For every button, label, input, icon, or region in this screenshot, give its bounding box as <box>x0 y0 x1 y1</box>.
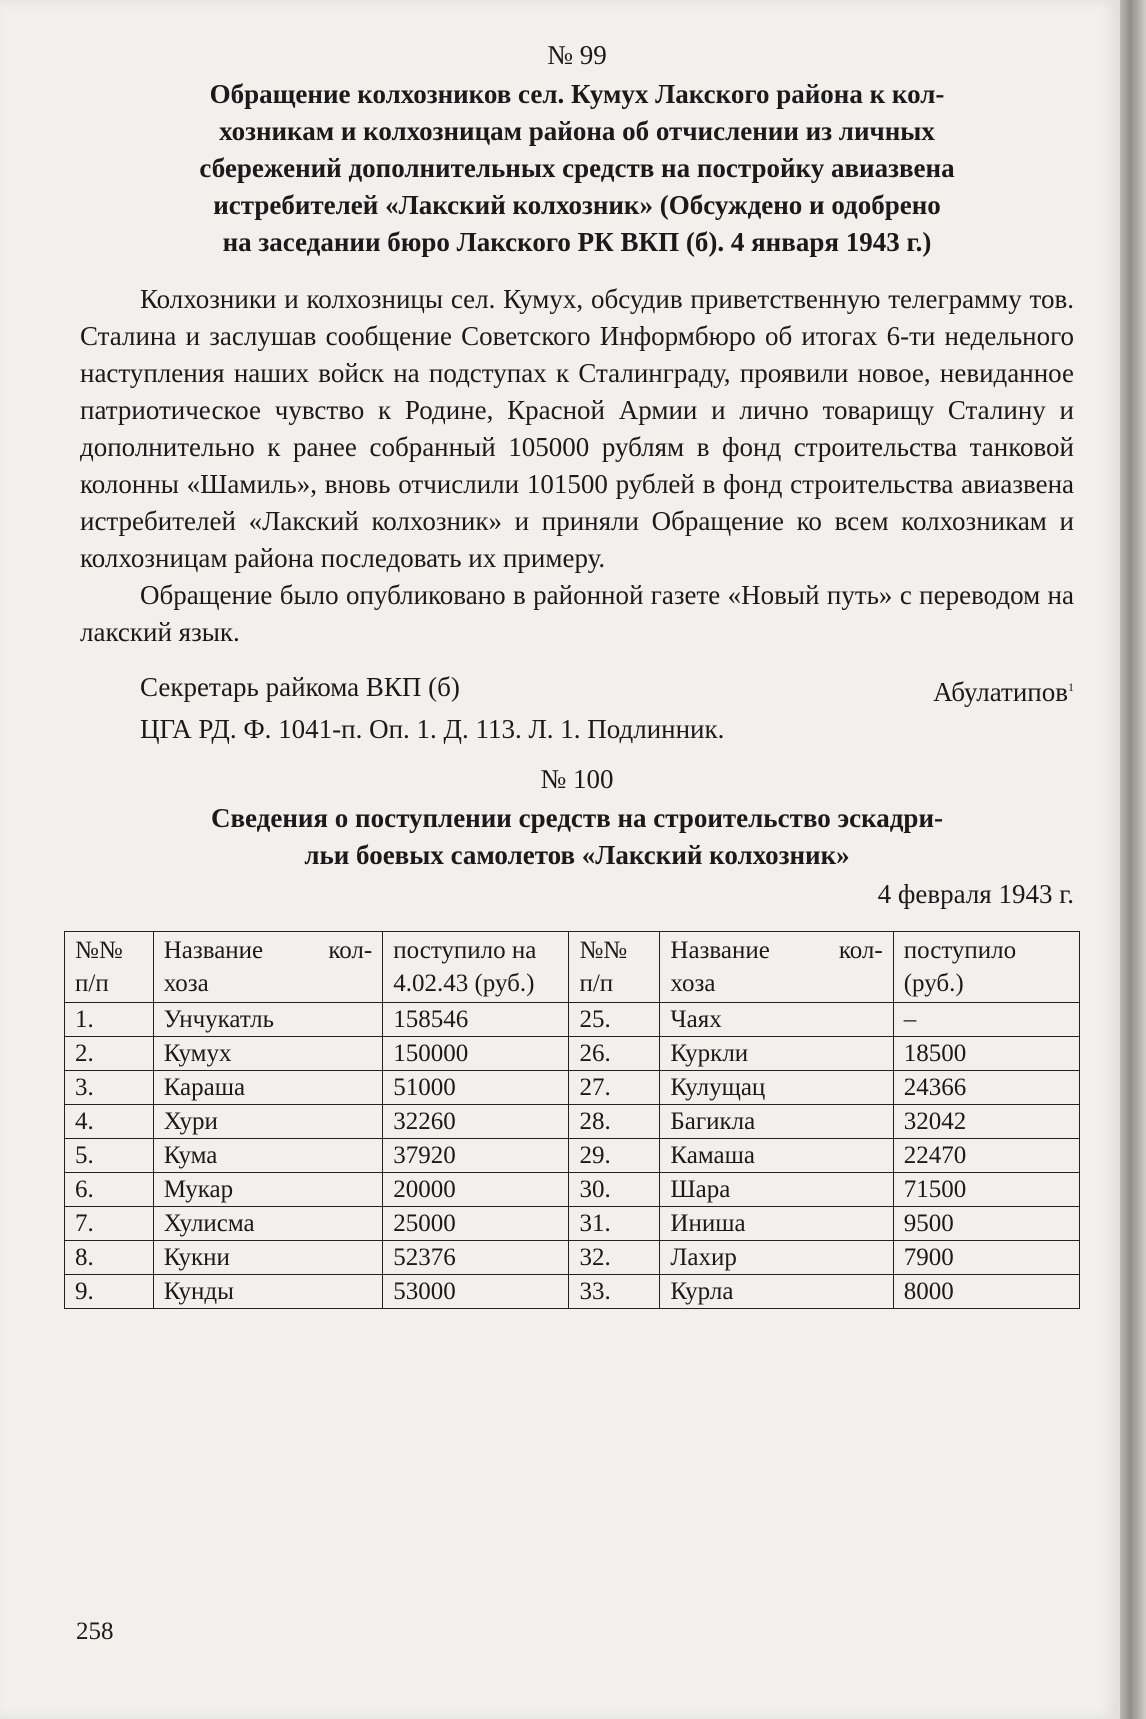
row-number: 33. <box>569 1275 660 1309</box>
amount: 7900 <box>893 1241 1079 1275</box>
amount: 25000 <box>383 1207 569 1241</box>
amount: 71500 <box>893 1173 1079 1207</box>
signature-name: Абулатипов <box>933 677 1068 707</box>
header-kolkhoz-name <box>660 932 893 1003</box>
header-name-word: кол- <box>838 937 883 964</box>
book-spine-edge <box>1120 0 1146 1719</box>
title-line: истребителей «Лакский колхозник» (Обсуждено и одобрено <box>213 190 941 220</box>
kolkhoz-name: Унчукатль <box>153 1003 383 1037</box>
signature-name-block <box>933 669 1074 711</box>
row-number: 29. <box>569 1139 660 1173</box>
header-name-word: Название <box>670 937 770 964</box>
header-name-word: Название <box>163 937 264 964</box>
title-line: на заседании бюро Лакского РК ВКП (б). 4 января 1943 г.) <box>222 227 932 257</box>
amount: 22470 <box>893 1139 1079 1173</box>
title-line: Обращение колхозников сел. Кумух Лакского района к кол- <box>209 79 945 109</box>
title-line: льи боевых самолетов «Лакский колхозник» <box>304 840 850 870</box>
archive-reference: ЦГА РД. Ф. 1041-п. Оп. 1. Д. 113. Л. 1. Подлинник. <box>140 714 725 744</box>
amount: 51000 <box>383 1071 569 1105</box>
kolkhoz-name: Кума <box>153 1139 383 1173</box>
title-line: Сведения о поступлении средств на строительство эскадри- <box>210 803 944 833</box>
document-number: № 99 <box>547 40 607 70</box>
row-number: 7. <box>65 1207 154 1241</box>
header-name-word: хоза <box>670 970 716 997</box>
body-paragraph: Колхозники и колхозницы сел. Кумух, обсудив приветственную телеграмму тов. Сталина и заслушав сообщение Советского Информбюро об итогах 6-ти недельного наступления наших войск на подступах к Сталинграду, проявили новое, невиданное патриотическое чувство к Родине, Красной Армии и лично товарищу Сталину и дополнительно к ранее собранный 105000 рублям в фонд строительства танковой колонны «Шамиль», вновь отчислили 101500 рублей в фонд строительства авиазвена истребителей «Лакский колхозник» и приняли Обращение ко всем колхозникам и колхозницам района последовать их примеру. <box>80 284 1074 573</box>
header-name-word: хоза <box>163 970 209 997</box>
header-amount: поступило на 4.02.43 (руб.) <box>383 932 569 1003</box>
row-number: 30. <box>569 1173 660 1207</box>
table-row <box>65 1275 1080 1309</box>
row-number: 3. <box>65 1071 154 1105</box>
document-title <box>80 800 1074 874</box>
signature-position: Секретарь райкома ВКП (б) <box>140 672 460 702</box>
table-row <box>65 1071 1080 1105</box>
header-amount: поступило (руб.) <box>893 932 1079 1003</box>
amount: – <box>893 1003 1079 1037</box>
kolkhoz-name: Курла <box>660 1275 893 1309</box>
amount: 150000 <box>383 1037 569 1071</box>
row-number: 6. <box>65 1173 154 1207</box>
amount: 18500 <box>893 1037 1079 1071</box>
amount: 52376 <box>383 1241 569 1275</box>
table-row <box>65 1241 1080 1275</box>
page-number: 258 <box>76 1618 114 1645</box>
row-number: 1. <box>65 1003 154 1037</box>
footnote-marker: 1 <box>1068 680 1074 694</box>
row-number: 9. <box>65 1275 154 1309</box>
kolkhoz-name: Иниша <box>660 1207 893 1241</box>
kolkhoz-name: Багикла <box>660 1105 893 1139</box>
kolkhoz-name: Хулисма <box>153 1207 383 1241</box>
amount: 53000 <box>383 1275 569 1309</box>
table-row <box>65 1037 1080 1071</box>
table-row <box>65 1003 1080 1037</box>
title-line: сбережений дополнительных средств на постройку авиазвена <box>199 153 955 183</box>
kolkhoz-name: Караша <box>153 1071 383 1105</box>
document-title <box>80 76 1074 261</box>
header-number: №№ п/п <box>65 932 154 1003</box>
amount: 8000 <box>893 1275 1079 1309</box>
kolkhoz-name: Шара <box>660 1173 893 1207</box>
table-header-row <box>65 932 1080 1003</box>
kolkhoz-name: Кунды <box>153 1275 383 1309</box>
kolkhoz-name: Кукни <box>153 1241 383 1275</box>
kolkhoz-name: Мукар <box>153 1173 383 1207</box>
contributions-table <box>64 931 1080 1309</box>
kolkhoz-name: Камаша <box>660 1139 893 1173</box>
body-paragraph: Обращение было опубликовано в районной газете «Новый путь» с переводом на лакский язык. <box>80 580 1074 647</box>
document-date: 4 февраля 1943 г. <box>877 879 1074 909</box>
amount: 158546 <box>383 1003 569 1037</box>
row-number: 25. <box>569 1003 660 1037</box>
row-number: 2. <box>65 1037 154 1071</box>
kolkhoz-name: Кумух <box>153 1037 383 1071</box>
table-row <box>65 1105 1080 1139</box>
document-number: № 100 <box>540 764 614 794</box>
header-number: №№ п/п <box>569 932 660 1003</box>
amount: 37920 <box>383 1139 569 1173</box>
row-number: 4. <box>65 1105 154 1139</box>
amount: 32042 <box>893 1105 1079 1139</box>
amount: 24366 <box>893 1071 1079 1105</box>
title-line: хозникам и колхозницам района об отчислении из личных <box>219 116 935 146</box>
kolkhoz-name: Чаях <box>660 1003 893 1037</box>
kolkhoz-name: Лахир <box>660 1241 893 1275</box>
row-number: 27. <box>569 1071 660 1105</box>
table-row <box>65 1207 1080 1241</box>
header-name-word: кол- <box>328 937 373 964</box>
kolkhoz-name: Куркли <box>660 1037 893 1071</box>
row-number: 5. <box>65 1139 154 1173</box>
page-content <box>75 38 1074 1309</box>
kolkhoz-name: Кулущац <box>660 1071 893 1105</box>
header-kolkhoz-name <box>153 932 383 1003</box>
amount: 32260 <box>383 1105 569 1139</box>
row-number: 28. <box>569 1105 660 1139</box>
kolkhoz-name: Хури <box>153 1105 383 1139</box>
amount: 20000 <box>383 1173 569 1207</box>
table-row <box>65 1173 1080 1207</box>
row-number: 26. <box>569 1037 660 1071</box>
row-number: 32. <box>569 1241 660 1275</box>
row-number: 31. <box>569 1207 660 1241</box>
signature-line <box>80 669 1074 711</box>
amount: 9500 <box>893 1207 1079 1241</box>
row-number: 8. <box>65 1241 154 1275</box>
table-row <box>65 1139 1080 1173</box>
